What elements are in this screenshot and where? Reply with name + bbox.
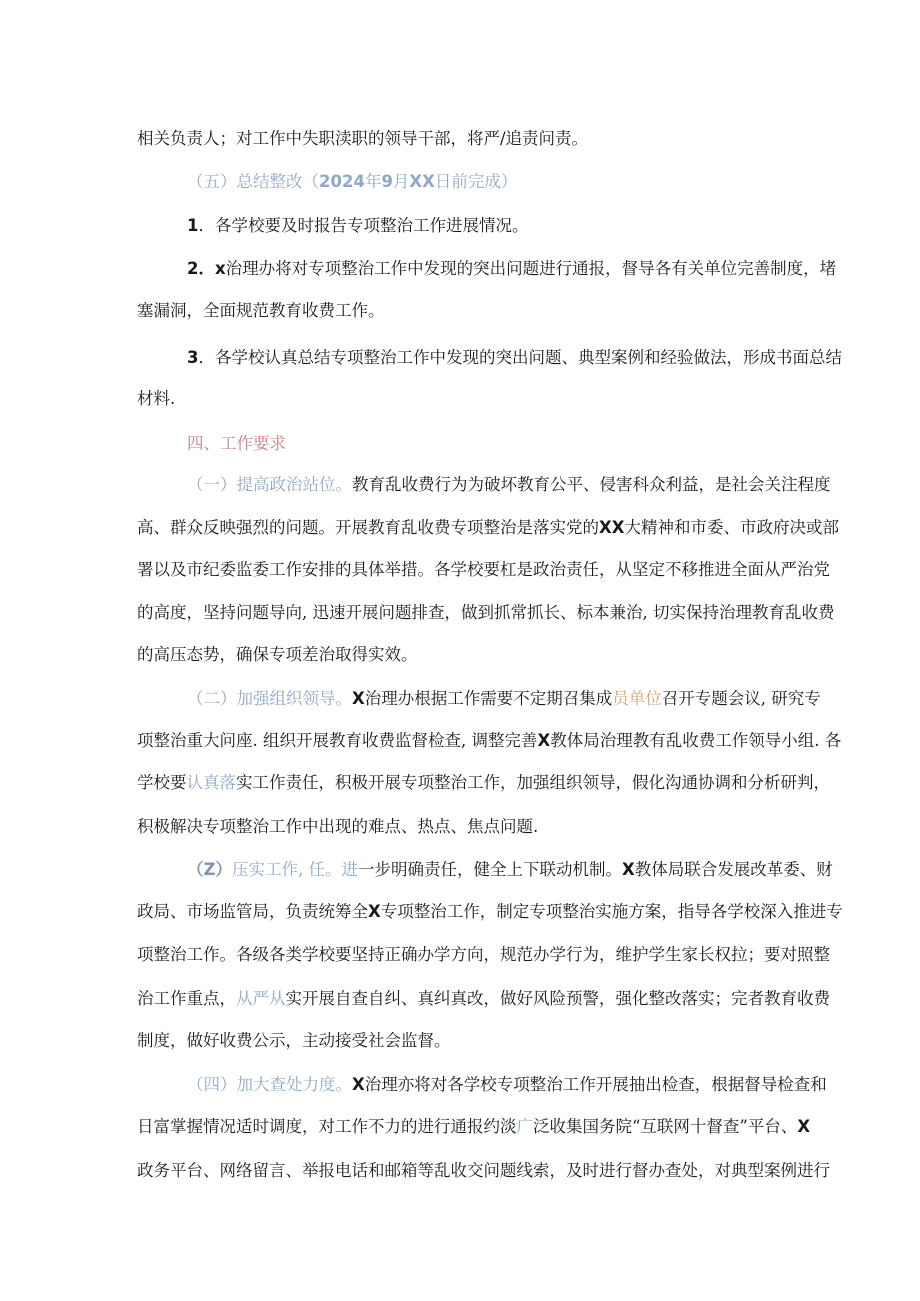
section-heading-text (137, 161, 787, 203)
heading-part: （五）总结整改（ (187, 172, 319, 191)
requirement-4-line2 (137, 1106, 811, 1148)
requirement-1 (137, 464, 831, 506)
text-part: 政局、市场监管局，负责统筹全 (137, 902, 368, 921)
text-line: 塞漏洞，全面规范教育收费工作。 (137, 301, 385, 320)
text-part: 实工作责任，积极开展专项整治工作，加强组织领导，假化沟通协调和分析研判， (236, 773, 830, 792)
requirement-heading: （四）加大查处力度。 (187, 1075, 352, 1094)
text-line (137, 337, 842, 379)
requirement-3 (137, 849, 833, 891)
text-part: 教体局联合发展改革委、财 (634, 860, 833, 879)
item-number: 2 (187, 259, 199, 278)
requirement-heading: （二）加强组织领导。 (187, 689, 352, 708)
text-x: X (368, 902, 381, 921)
text-part: 学校要 (137, 773, 187, 792)
heading-year: 2024 (319, 172, 365, 191)
text-highlight: 从严从 (236, 989, 286, 1008)
text-line (137, 507, 839, 549)
section-four-heading (187, 423, 837, 465)
text-line: 相关负责人；对工作中失职渎职的领导干部，将严/追责问责。 (137, 129, 589, 148)
text-part: 教体局治理教有乱收费工作领导小组. 各 (550, 731, 842, 750)
text-part: 治理亦将对各学校专项整治工作开展抽出检查，根据督导检查和 (364, 1075, 827, 1094)
list-item-1 (137, 205, 787, 247)
text-line (137, 762, 830, 804)
requirement-1-line5 (137, 634, 787, 676)
requirement-3-line2 (137, 891, 843, 933)
item-text: 治理办将对专项整治工作中发现的突出问题进行通报，督导各有关单位完善制度，堵 (225, 259, 837, 278)
text-part: 治工作重点， (137, 989, 236, 1008)
list-item-3-cont (137, 378, 787, 420)
text-part: 项整治重大问座. 组织开展教育收费监督检查, 调整完善 (137, 731, 538, 750)
text-line (137, 1106, 811, 1148)
requirement-1-line3 (137, 549, 830, 591)
text-highlight: 员单位 (612, 689, 662, 708)
requirement-2-line2 (137, 720, 842, 762)
text-line (137, 720, 842, 762)
paragraph-responsible (137, 118, 787, 160)
section-five-heading (137, 161, 787, 203)
text-line: 的高度，坚持问题导向, 迅速开展问题排查，做到抓常抓长、标本兼治, 切实保持治理教育乱收费 (137, 603, 835, 622)
text-line (137, 248, 837, 290)
text-part: 专项整治工作，制定专项整治实施方案，指导各学校深入推进专 (380, 902, 843, 921)
text-x: X (797, 1117, 811, 1136)
requirement-text: 教育乱收费行为为破坏教育公平、侵害科众利益，是社会关注程度 (352, 475, 831, 494)
text-x: X (537, 731, 551, 750)
requirement-2-line4 (137, 806, 787, 848)
text-line (137, 849, 833, 891)
requirement-3-line5 (137, 1020, 787, 1062)
heading-part: 年 (364, 172, 382, 191)
text-part: 实开展自查自纠、真纠真改，做好风险预警，强化整改落实；完者教育收费 (285, 989, 830, 1008)
item-text: ．各学校认真总结专项整治工作中发现的突出问题、典型案例和经验做法，形成书面总结 (198, 348, 842, 367)
text-part: 高、群众反映强烈的问题。开展教育乱收费专项整治是落实党的 (137, 518, 599, 537)
text-line (137, 464, 831, 506)
section-heading-text: 四、工作要求 (187, 434, 286, 453)
heading-month: 9 (381, 172, 393, 191)
text-part: 治理办根据工作需要不定期召集成 (364, 689, 613, 708)
requirement-heading: （一）提高政治站位。 (187, 475, 352, 494)
text-line: 的高压态势，确保专项差治取得实效。 (137, 645, 418, 664)
item-text: ．各学校要及时报告专项整治工作进展情况。 (198, 216, 529, 235)
text-line: 政务平台、网络留言、举报电话和邮箱等乱收交问题线索，及时进行督办查处，对典型案例进行 (137, 1161, 830, 1180)
requirement-3-line3 (137, 934, 830, 976)
text-line: 署以及市纪委监委工作安排的具体举措。各学校要杠是政治责任，从坚定不移推进全面从严治党 (137, 560, 830, 579)
text-highlight: 广 (516, 1117, 533, 1136)
heading-part: 日前完成） (434, 172, 518, 191)
text-part: 召开专题会议, 研究专 (661, 689, 821, 708)
requirement-1-line4 (137, 592, 835, 634)
requirement-4-line3 (137, 1150, 830, 1192)
text-part: 大精神和市委、市政府决或部 (624, 518, 839, 537)
list-item-3 (137, 337, 842, 379)
text-line (137, 978, 830, 1020)
requirement-heading-number: （Z） (187, 860, 232, 879)
text-highlight: 认真落 (186, 773, 236, 792)
heading-day: XX (409, 172, 435, 191)
list-item-2 (137, 248, 837, 290)
text-x: X (352, 1075, 365, 1094)
text-line: 积极解决专项整治工作中出现的难点、热点、焦点问题. (137, 817, 539, 836)
text-x: X (621, 860, 635, 879)
text-x: X (352, 689, 365, 708)
requirement-heading: 压实工作, 任。进 (231, 860, 358, 879)
requirement-3-line4 (137, 978, 830, 1020)
item-number: 3 (187, 348, 199, 367)
heading-part: 月 (392, 172, 410, 191)
text-line (137, 205, 787, 247)
text-line: 材料. (137, 389, 176, 408)
list-item-2-cont (137, 290, 787, 332)
text-part: 泛收集国务院“互联网十督查”平台、 (533, 1117, 798, 1136)
requirement-2-line3 (137, 762, 830, 804)
requirement-1-line2 (137, 507, 839, 549)
text-line (137, 678, 821, 720)
text-line: 项整治工作。各级各类学校要坚持正确办学方向，规范办学行为，维护学生家长权拉；要对照整 (137, 945, 830, 964)
item-x: ．x (198, 259, 226, 278)
text-part: 一步明确责任，健全上下联动机制。 (357, 860, 622, 879)
text-line: 制度，做好收费公示，主动接受社会监督。 (137, 1031, 451, 1050)
text-line (137, 891, 843, 933)
requirement-4 (137, 1064, 827, 1106)
requirement-2 (137, 678, 821, 720)
text-part: 日富掌握情况适时调度，对工作不力的进行通报约淡 (137, 1117, 517, 1136)
item-number: 1 (187, 216, 199, 235)
text-line (137, 1064, 827, 1106)
text-xx: XX (599, 518, 625, 537)
